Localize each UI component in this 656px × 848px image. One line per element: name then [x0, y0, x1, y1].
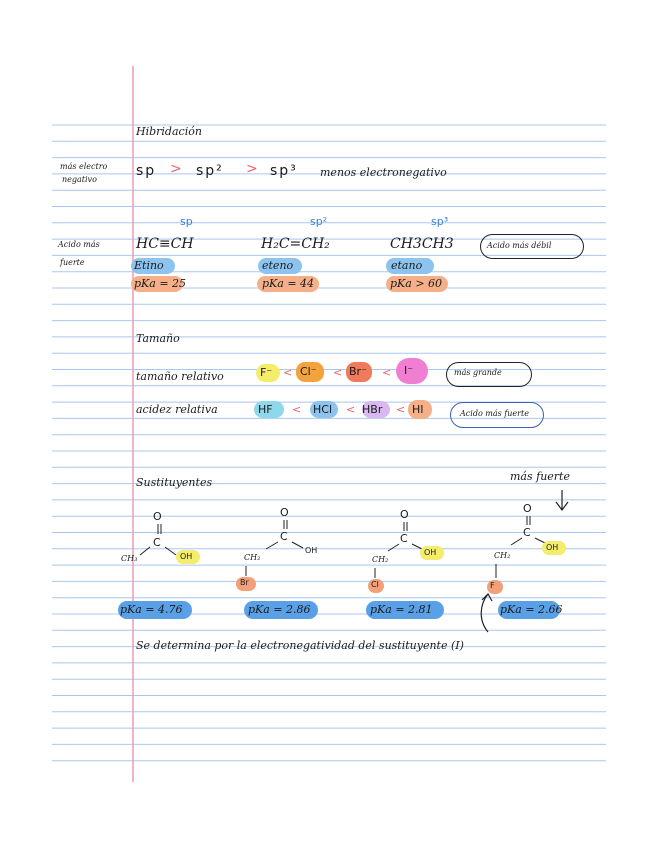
mol2-pka: pKa = 2.86	[248, 603, 311, 616]
order-sp2: sp²	[196, 163, 224, 179]
mol4-carbon: C	[523, 526, 531, 539]
acid-hbr: HBr	[362, 403, 383, 416]
bond-line	[165, 547, 176, 555]
ion-i: I⁻	[404, 364, 414, 377]
name-eteno: eteno	[262, 259, 294, 272]
mol3-carbon: C	[400, 532, 408, 545]
mol2-oh: OH	[305, 546, 318, 555]
pka-eteno: pKa = 44	[262, 277, 315, 290]
relative-size-label: tamaño relativo	[136, 370, 224, 383]
bond-line	[292, 542, 303, 548]
name-etano: etano	[391, 259, 423, 272]
order-sp3: sp³	[270, 163, 298, 179]
mol2-oxygen: O	[280, 506, 289, 519]
lt-1: <	[283, 366, 293, 379]
acid-hi: HI	[412, 403, 424, 416]
column-hyb-sp3: sp³	[431, 215, 449, 228]
section-title-sustituyentes: Sustituyentes	[136, 476, 213, 489]
weak-acid-note: Acido más débil	[487, 241, 552, 250]
column-hyb-sp2: sp²	[310, 215, 328, 228]
lt-6: <	[396, 403, 406, 416]
acid-hcl: HCl	[313, 403, 333, 416]
mol1-base: CH₃	[121, 554, 138, 563]
pka-etano: pKa > 60	[390, 277, 443, 290]
bond-line	[266, 542, 278, 549]
mol1-oh: OH	[180, 552, 193, 561]
lt-2: <	[333, 366, 343, 379]
bigger-note: más grande	[454, 368, 502, 377]
name-etino: Etino	[134, 259, 164, 272]
mol3-pka: pKa = 2.81	[370, 603, 433, 616]
mol1-pka: pKa = 4.76	[120, 603, 183, 616]
order-sp: sp	[136, 163, 157, 179]
stronger-top-note: más fuerte	[510, 470, 570, 483]
strong-acid-note-2: fuerte	[60, 258, 85, 267]
bond-line	[140, 547, 150, 555]
mol4-sub: F	[490, 581, 495, 590]
acid-hf: HF	[258, 403, 273, 416]
order-gt-2: >	[246, 161, 258, 177]
mol4-oh: OH	[546, 543, 559, 552]
mol2-carbon: C	[280, 530, 288, 543]
section-title-tamano: Tamaño	[136, 332, 180, 345]
lt-4: <	[292, 403, 302, 416]
mol4-oxygen: O	[523, 502, 532, 515]
stronger-acid-note: Acido más fuerte	[460, 409, 529, 418]
conclusion-text: Se determina por la electronegatividad del sustituyente (I)	[136, 639, 464, 652]
mol1-carbon: C	[153, 536, 161, 549]
lt-3: <	[382, 366, 392, 379]
order-gt-1: >	[170, 161, 182, 177]
mol4-pka: pKa = 2.66	[500, 603, 563, 616]
pka-etino: pKa = 25	[134, 277, 187, 290]
mol3-sub: Cl	[371, 580, 379, 589]
relative-acidity-label: acidez relativa	[136, 403, 218, 416]
less-electronegative-note: menos electronegativo	[320, 166, 447, 179]
section-title-hibridacion: Hibridación	[136, 125, 202, 138]
ion-f: F⁻	[260, 366, 273, 379]
curved-arrow	[476, 590, 498, 634]
ion-br: Br⁻	[349, 365, 367, 378]
side-note-electronegative-2: negativo	[62, 175, 97, 184]
mol1-oxygen: O	[153, 510, 162, 523]
bond-line	[388, 544, 399, 551]
mol3-base: CH₂	[372, 555, 389, 564]
mol2-base: CH₂	[244, 553, 261, 562]
ion-cl: Cl⁻	[300, 365, 317, 378]
side-note-electronegative-1: más electro	[60, 162, 108, 171]
formula-ethyne: HC≡CH	[136, 236, 194, 252]
mol2-sub: Br	[240, 578, 249, 587]
formula-ethene: H₂C=CH₂	[261, 236, 330, 252]
strong-acid-note-1: Acido más	[58, 240, 100, 249]
lt-5: <	[346, 403, 356, 416]
bond-line	[511, 538, 522, 545]
column-hyb-sp: sp	[180, 215, 193, 228]
mol3-oh: OH	[424, 548, 437, 557]
mol3-oxygen: O	[400, 508, 409, 521]
mol4-base: CH₂	[494, 551, 511, 560]
formula-ethane: CH3CH3	[390, 236, 454, 252]
